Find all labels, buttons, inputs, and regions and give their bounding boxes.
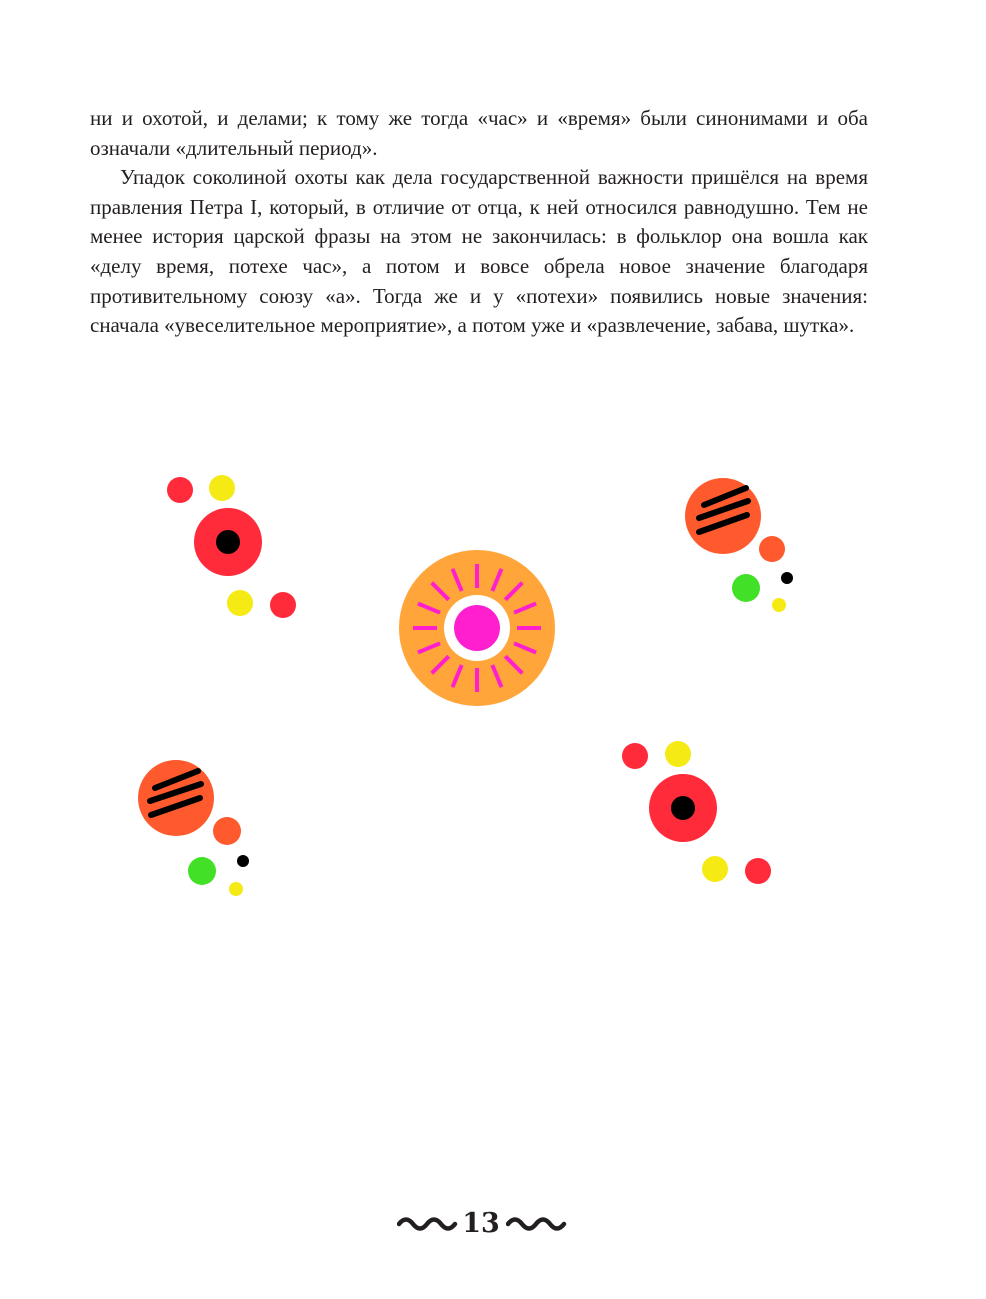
berry-cluster-top-right <box>685 478 793 612</box>
right-wave-ornament <box>506 1214 568 1232</box>
yellow-dot <box>229 882 243 896</box>
yellow-dot <box>772 598 786 612</box>
paragraph-1: ни и охотой, и делами; к тому же тогда «час» и «время» были синонимами и оба означали «длительный период». <box>90 106 868 160</box>
poppy-center <box>216 530 240 554</box>
red-dot <box>167 477 193 503</box>
red-dot <box>622 743 648 769</box>
green-dot <box>188 857 216 885</box>
page-footer <box>0 1205 986 1245</box>
paragraph-2: Упадок соколиной охоты как дела государственной важности пришёлся на время правления Петра I, который, в отличие от отца, к ней относился равнодушно. Тем не менее история царской фразы на этом не закончилась: в фольклор она вошла как «делу время, потехе час», а потом и вовсе обрела новое значение благодаря противительному союзу «а». Тогда же и у «потехи» появились новые значения: сначала «увеселительное мероприятие», а потом уже и «развлечение, забава, шутка». <box>90 165 868 338</box>
green-dot <box>732 574 760 602</box>
page-number: 13 <box>462 1208 500 1239</box>
yellow-dot <box>665 741 691 767</box>
sun-emblem <box>399 550 555 706</box>
orange-dot <box>213 817 241 845</box>
poppy-cluster-top-left <box>167 475 296 618</box>
red-dot <box>270 592 296 618</box>
poppy-cluster-bottom-right <box>622 741 771 884</box>
yellow-dot <box>227 590 253 616</box>
yellow-dot <box>702 856 728 882</box>
red-dot <box>745 858 771 884</box>
berry-cluster-bottom-left <box>138 760 249 896</box>
black-dot <box>237 855 249 867</box>
orange-dot <box>759 536 785 562</box>
sun-center <box>454 605 500 651</box>
poppy-center <box>671 796 695 820</box>
yellow-dot <box>209 475 235 501</box>
black-dot <box>781 572 793 584</box>
